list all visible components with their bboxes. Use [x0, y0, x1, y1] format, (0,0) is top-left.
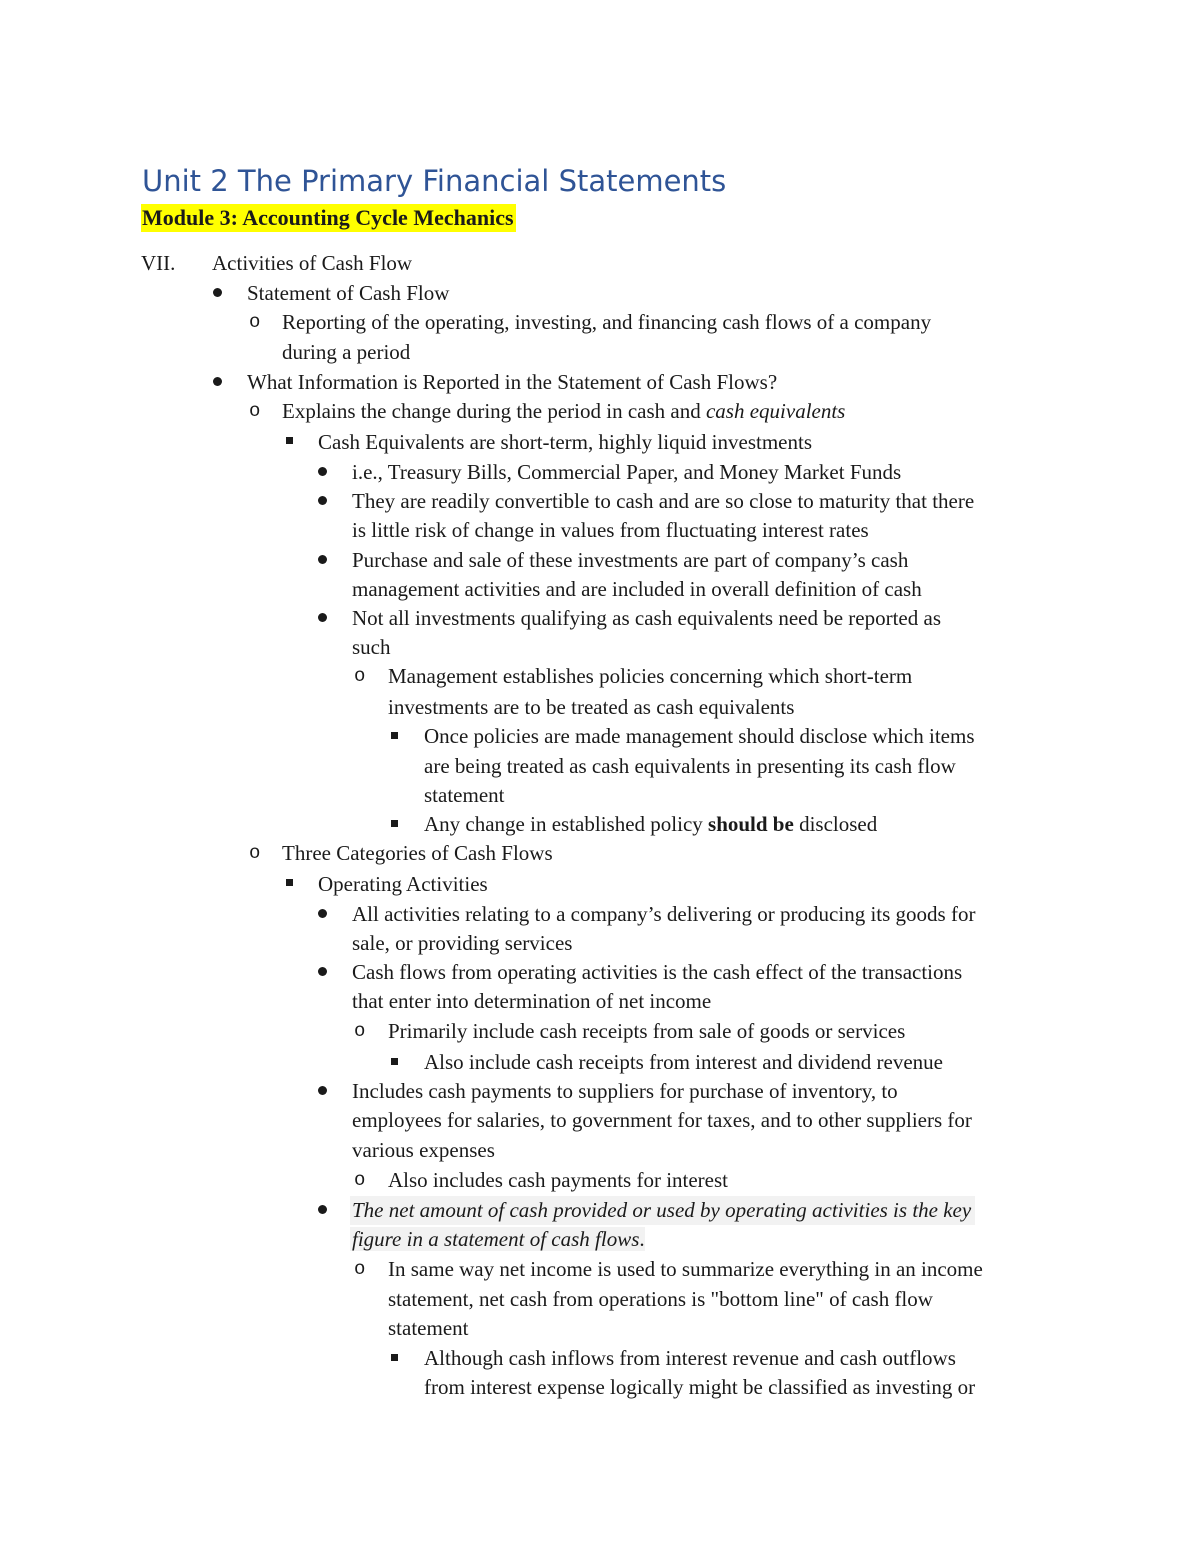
bullet-square-icon — [391, 732, 398, 739]
list-item — [282, 397, 845, 426]
list-item-continuation: statement, net cash from operations is "bottom line" of cash flow — [388, 1287, 933, 1311]
list-item: In same way net income is used to summarize everything in an income — [388, 1257, 983, 1281]
list-item: Statement of Cash Flow — [247, 281, 450, 305]
list-item: Once policies are made management should disclose which items — [424, 724, 975, 748]
list-item: Includes cash payments to suppliers for purchase of inventory, to — [352, 1079, 898, 1103]
list-item-continuation: statement — [388, 1316, 469, 1340]
list-item-continuation: from interest expense logically might be classified as investing or — [424, 1375, 976, 1399]
bullet-square-icon — [286, 437, 293, 444]
bullet-dot-icon — [318, 496, 327, 505]
italic-text: cash equivalents — [705, 399, 846, 423]
text-run: Explains the change during the period in cash and — [282, 399, 706, 423]
text-run: Any change in established policy — [424, 812, 709, 836]
list-item-continuation: is little risk of change in values from fluctuating interest rates — [352, 518, 869, 542]
bullet-dot-icon — [318, 613, 327, 622]
bullet-circle-icon: o — [354, 1020, 366, 1042]
list-item: They are readily convertible to cash and are so close to maturity that there — [352, 489, 975, 513]
bullet-dot-icon — [318, 555, 327, 564]
list-item-continuation: statement — [424, 783, 505, 807]
list-item: Also include cash receipts from interest and dividend revenue — [424, 1050, 943, 1074]
list-item-continuation: employees for salaries, to government for taxes, and to other suppliers for — [352, 1108, 972, 1132]
bullet-square-icon — [391, 1354, 398, 1361]
italic-text: figure in a statement of cash flows — [352, 1227, 640, 1251]
roman-numeral: VII. — [141, 251, 176, 275]
list-item: Also includes cash payments for interest — [388, 1168, 728, 1192]
list-item: Although cash inflows from interest revenue and cash outflows — [424, 1346, 956, 1370]
list-item-continuation: management activities and are included in overall definition of cash — [352, 577, 922, 601]
bullet-dot-icon — [318, 467, 327, 476]
list-item-continuation: during a period — [282, 340, 411, 364]
bullet-dot-icon — [213, 288, 222, 297]
page-title: Unit 2 The Primary Financial Statements — [142, 164, 727, 198]
list-item: Cash Equivalents are short-term, highly liquid investments — [318, 430, 813, 454]
bullet-dot-icon — [318, 1205, 327, 1214]
bullet-circle-icon: o — [249, 842, 261, 864]
bullet-dot-icon — [318, 1086, 327, 1095]
list-item: Three Categories of Cash Flows — [282, 841, 553, 865]
list-item-continuation: such — [352, 635, 391, 659]
list-item-continuation: sale, or providing services — [352, 931, 573, 955]
list-item: Purchase and sale of these investments are part of company’s cash — [352, 548, 909, 572]
bullet-dot-icon — [213, 377, 222, 386]
bullet-square-icon — [391, 1058, 398, 1065]
list-item-continuation: are being treated as cash equivalents in presenting its cash flow — [424, 754, 956, 778]
list-item-key-figure: The net amount of cash provided or used by operating activities is the key — [350, 1196, 975, 1225]
text-run: . — [639, 1227, 645, 1251]
bullet-square-icon — [391, 820, 398, 827]
module-subtitle: Module 3: Accounting Cycle Mechanics — [142, 205, 514, 230]
list-item: Cash flows from operating activities is the cash effect of the transactions — [352, 960, 963, 984]
list-item: Operating Activities — [318, 872, 488, 896]
bullet-circle-icon: o — [354, 1258, 366, 1280]
list-item: All activities relating to a company’s delivering or producing its goods for — [352, 902, 976, 926]
outline-heading: Activities of Cash Flow — [212, 251, 413, 275]
bold-text: should be — [708, 812, 794, 836]
list-item: Reporting of the operating, investing, and financing cash flows of a company — [282, 310, 932, 334]
list-item: Management establishes policies concerning which short-term — [388, 664, 913, 688]
bullet-dot-icon — [318, 909, 327, 918]
list-item-continuation — [350, 1225, 645, 1254]
list-item: i.e., Treasury Bills, Commercial Paper, and Money Market Funds — [352, 460, 902, 484]
list-item: Primarily include cash receipts from sale of goods or services — [388, 1019, 906, 1043]
bullet-dot-icon — [318, 967, 327, 976]
list-item — [424, 810, 877, 839]
list-item: Not all investments qualifying as cash equivalents need be reported as — [352, 606, 941, 630]
bullet-circle-icon: o — [354, 1169, 366, 1191]
list-item-continuation: various expenses — [352, 1138, 495, 1162]
list-item-continuation: investments are to be treated as cash equivalents — [388, 695, 795, 719]
bullet-square-icon — [286, 879, 293, 886]
bullet-circle-icon: o — [249, 311, 261, 333]
list-item-continuation: that enter into determination of net income — [352, 989, 712, 1013]
bullet-circle-icon: o — [249, 400, 261, 422]
list-item: What Information is Reported in the Statement of Cash Flows? — [247, 370, 778, 394]
text-run: disclosed — [793, 812, 878, 836]
bullet-circle-icon: o — [354, 665, 366, 687]
